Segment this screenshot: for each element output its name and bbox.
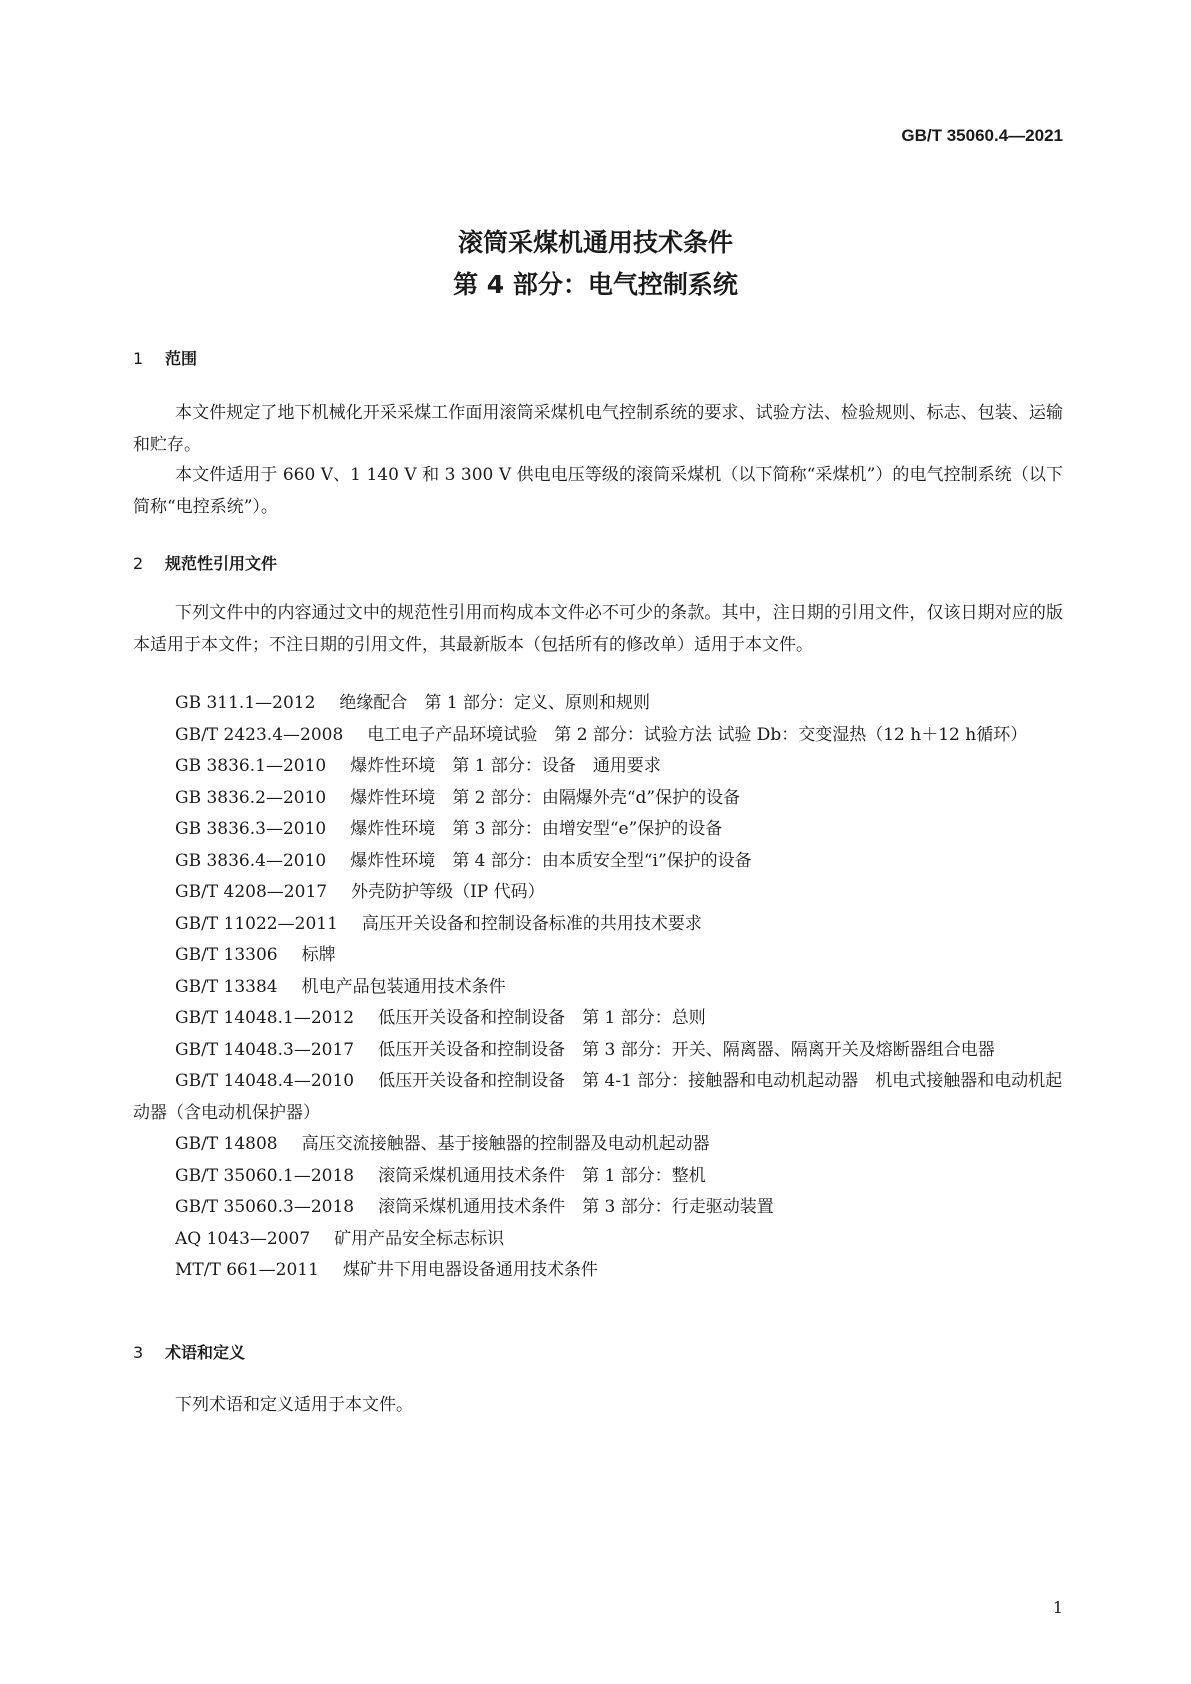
reference-title: 煤矿井下用电器设备通用技术条件 bbox=[342, 1260, 598, 1280]
title-line-1: 滚筒采煤机通用技术条件 bbox=[457, 228, 733, 257]
reference-item bbox=[133, 1035, 1063, 1067]
section-number: 1 bbox=[133, 349, 144, 368]
reference-code: GB 3836.3—2010 bbox=[175, 819, 327, 839]
section-number: 2 bbox=[133, 554, 144, 573]
reference-title: 高压交流接触器、基于接触器的控制器及电动机起动器 bbox=[301, 1134, 710, 1154]
reference-title: 高压开关设备和控制设备标准的共用技术要求 bbox=[361, 913, 702, 934]
reference-code: GB 3836.1—2010 bbox=[175, 756, 327, 776]
reference-title: 机电产品包装通用技术条件 bbox=[301, 976, 506, 997]
reference-title: 外壳防护等级（IP 代码） bbox=[351, 882, 545, 902]
section-title: 范围 bbox=[165, 349, 198, 368]
reference-item bbox=[133, 1066, 1063, 1129]
reference-code: GB/T 14048.4—2010 bbox=[175, 1071, 355, 1091]
section-title: 术语和定义 bbox=[165, 1343, 246, 1362]
page-number: 1 bbox=[1052, 1598, 1063, 1617]
reference-list bbox=[133, 688, 1063, 1287]
reference-item bbox=[133, 1224, 1063, 1256]
reference-item bbox=[133, 1003, 1063, 1035]
reference-item bbox=[133, 1129, 1063, 1161]
reference-item bbox=[133, 877, 1063, 909]
reference-title: 矿用产品安全标志标识 bbox=[334, 1228, 505, 1249]
reference-title: 爆炸性环境 第 3 部分：由增安型“e”保护的设备 bbox=[350, 819, 723, 839]
reference-code: GB/T 14048.3—2017 bbox=[175, 1039, 355, 1060]
section-heading-normative-refs bbox=[133, 551, 277, 574]
reference-title: 滚筒采煤机通用技术条件 第 3 部分：行走驱动装置 bbox=[378, 1197, 774, 1217]
reference-code: MT/T 661—2011 bbox=[175, 1260, 319, 1280]
reference-title: 低压开关设备和控制设备 第 4-1 部分：接触器和电动机起动器 机电式接触器和电动机起动器（含电动机保护器） bbox=[133, 1071, 1063, 1123]
reference-title: 低压开关设备和控制设备 第 1 部分：总则 bbox=[378, 1008, 706, 1028]
reference-item bbox=[133, 783, 1063, 815]
reference-item bbox=[133, 720, 1063, 752]
reference-item bbox=[133, 688, 1063, 720]
reference-code: GB/T 14808 bbox=[175, 1134, 278, 1154]
section-heading-terms bbox=[133, 1340, 245, 1363]
scope-paragraph-1: 本文件规定了地下机械化开采采煤工作面用滚筒采煤机电气控制系统的要求、试验方法、检验规则、标志、包装、运输和贮存。 bbox=[133, 403, 1063, 455]
reference-code: GB/T 11022—2011 bbox=[175, 913, 338, 934]
reference-code: GB/T 13306 bbox=[175, 945, 278, 965]
reference-code: GB/T 13384 bbox=[175, 976, 278, 997]
reference-title: 爆炸性环境 第 2 部分：由隔爆外壳“d”保护的设备 bbox=[350, 787, 741, 808]
section-heading-scope bbox=[133, 346, 197, 369]
reference-code: GB 3836.2—2010 bbox=[175, 787, 327, 808]
reference-title: 标牌 bbox=[301, 945, 336, 965]
reference-item bbox=[133, 940, 1063, 972]
normative-refs-intro: 下列文件中的内容通过文中的规范性引用而构成本文件必不可少的条款。其中，注日期的引用文件，仅该日期对应的版本适用于本文件；不注日期的引用文件，其最新版本（包括所有的修改单）适用于本文件。 bbox=[133, 603, 1063, 655]
reference-code: AQ 1043—2007 bbox=[175, 1228, 311, 1249]
reference-item bbox=[133, 751, 1063, 783]
scope-paragraph-2: 本文件适用于 660 V、1 140 V 和 3 300 V 供电电压等级的滚筒采煤机（以下简称“采煤机”）的电气控制系统（以下简称“电控系统”）。 bbox=[133, 465, 1063, 517]
reference-title: 爆炸性环境 第 1 部分：设备 通用要求 bbox=[350, 756, 661, 776]
reference-item bbox=[133, 814, 1063, 846]
reference-title: 低压开关设备和控制设备 第 3 部分：开关、隔离器、隔离开关及熔断器组合电器 bbox=[378, 1039, 995, 1060]
terms-intro: 下列术语和定义适用于本文件。 bbox=[175, 1395, 413, 1415]
document-title bbox=[0, 222, 1191, 306]
reference-title: 滚筒采煤机通用技术条件 第 1 部分：整机 bbox=[378, 1165, 706, 1186]
reference-item bbox=[133, 1161, 1063, 1193]
reference-item bbox=[133, 972, 1063, 1004]
section-number: 3 bbox=[133, 1343, 144, 1362]
reference-code: GB/T 35060.3—2018 bbox=[175, 1197, 355, 1217]
section-title: 规范性引用文件 bbox=[165, 554, 278, 573]
reference-code: GB/T 14048.1—2012 bbox=[175, 1008, 355, 1028]
reference-item bbox=[133, 1192, 1063, 1224]
reference-title: 爆炸性环境 第 4 部分：由本质安全型“i”保护的设备 bbox=[350, 850, 752, 871]
title-line-2: 第 4 部分：电气控制系统 bbox=[453, 270, 738, 299]
reference-code: GB/T 35060.1—2018 bbox=[175, 1165, 355, 1186]
reference-title: 绝缘配合 第 1 部分：定义、原则和规则 bbox=[339, 693, 651, 713]
reference-code: GB/T 4208—2017 bbox=[175, 882, 328, 902]
reference-code: GB 3836.4—2010 bbox=[175, 850, 327, 871]
reference-item bbox=[133, 846, 1063, 878]
reference-item bbox=[133, 909, 1063, 941]
reference-title: 电工电子产品环境试验 第 2 部分：试验方法 试验 Db：交变湿热（12 h＋12 h循环） bbox=[367, 724, 1028, 745]
reference-item bbox=[133, 1255, 1063, 1287]
reference-code: GB/T 2423.4—2008 bbox=[175, 724, 344, 745]
reference-code: GB 311.1—2012 bbox=[175, 693, 316, 713]
standard-code: GB/T 35060.4—2021 bbox=[901, 126, 1063, 145]
